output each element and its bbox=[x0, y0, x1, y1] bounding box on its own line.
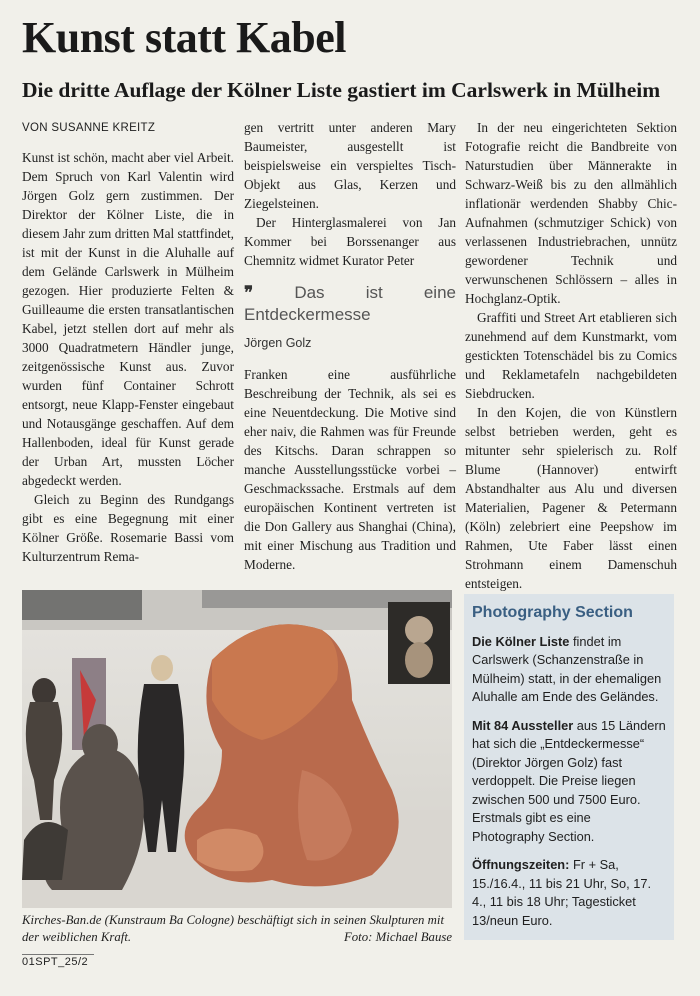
info-text: aus 15 Ländern hat sich die „Entdeckermesse“ (Direktor Jörgen Golz) fast verdoppelt. Die Preise liegen zwischen 500 und 7500 Euro. Erstmals gibt es eine Photography Section. bbox=[472, 717, 666, 844]
paragraph: In der neu eingerichteten Sektion Fotografie reicht die Bandbreite von Naturstudien über Männerakte in Schwarz-Weiß bis zu den allmählich inflationär werdenden Shabby Chic-Aufnahmen (schmutziger Schick) von verlassenen Industriebrachen, unnütz gewordener Technik und verwunschenen Schlössern – alles in Hochglanz-Optik. bbox=[465, 120, 677, 306]
quote-mark-icon: ❞ bbox=[244, 283, 254, 302]
paragraph: Graffiti und Street Art etablieren sich zunehmend auf dem Kunstmarkt, vom gestickten Totenschädel bis zu Comics und Reklametafeln nachgebildeten Siebdrucken. bbox=[465, 310, 677, 401]
article-column-3 bbox=[465, 118, 677, 593]
pull-quote-text: Das ist eine Entdeckermesse bbox=[244, 283, 456, 324]
paragraph: Franken eine ausführliche Beschreibung der Technik, als sei es eine Neuentdeckung. Die Motive sind eher naiv, die Rahmen was für Freunde des Kitschs. Daran schrappen so manche Ausstellungsstücke vorbei – Geschmackssache. Erstmals auf dem europäischen Kontinent vertreten ist die Don Gallery aus Shanghai (China), mit einer Mischung aus Tradition und Moderne. bbox=[244, 367, 456, 572]
info-paragraph bbox=[472, 856, 666, 930]
pull-quote-author: Jörgen Golz bbox=[244, 336, 312, 350]
paragraph: gen vertritt unter anderen Mary Baumeister, ausgestellt ist beispielsweise ein verspieltes Tisch-Objekt aus Glas, Kerzen und Ziegelsteinen. bbox=[244, 120, 456, 211]
caption-text: Kirches-Ban.de (Kunstraum Ba Cologne) beschäftigt sich in seinen Skulpturen mit der weiblichen Kraft. bbox=[22, 913, 445, 944]
article-column-2 bbox=[244, 118, 456, 574]
sculpture-photo bbox=[22, 590, 452, 908]
paragraph: Kunst ist schön, macht aber viel Arbeit. Dem Spruch von Karl Valentin wird Jörgen Golz gern zustimmen. Der Direktor der Kölner Liste, die in diesem Jahr zum dritten Mal stattfindet, ist mit der Kunst in die Aluhalle auf dem Gelände Carlswerk in Mülheim gezogen. Hier produzierte Felten & Guilleaume die ersten transatlantischen Kabel, jetzt stellen dort auf mehr als 3000 Quadratmetern Händler junge, zeitgenössische Kunst aus. Zuvor wurden fünf Container Schrott entsorgt, neue Klapp-Fenster eingebaut und Notausgänge geschaffen. Auf dem Hallenboden, ideal für Kunst gerade der Urban Art, mussten Löcher abgedeckt werden. bbox=[22, 150, 234, 488]
info-text: findet im Carlswerk (Schanzenstraße in Mülheim) statt, in der ehemaligen Aluhalle am Ende des Geländes. bbox=[472, 633, 662, 704]
paragraph: Gleich zu Beginn des Rundgangs gibt es eine Begegnung mit einer Kölner Größe. Rosemarie Bassi vom Kulturzentrum Rema- bbox=[22, 492, 234, 564]
info-text: Fr + Sa, 15./16.4., 11 bis 21 Uhr, So, 17. 4., 11 bis 18 Uhr; Tagesticket 13/neun Euro. bbox=[472, 857, 652, 928]
paragraph: In den Kojen, die von Künstlern selbst betrieben werden, geht es mitunter sehr spielerisch zu. Rolf Blume (Hannover) entwirft Abstandhalter aus Alu und diversen Materialien, Pagener & Petermann (Köln) zelebriert eine Peepshow im Rahmen, Ute Faber lässt einen Strohmann einem Damenschuh entsteigen. bbox=[465, 405, 677, 591]
subheadline: Die dritte Auflage der Kölner Liste gastiert im Carlswerk in Mülheim bbox=[22, 78, 661, 102]
info-lead: Mit 84 Aussteller bbox=[472, 717, 574, 733]
info-lead: Die Kölner Liste bbox=[472, 633, 570, 649]
sculpture-photo-illustration bbox=[22, 590, 452, 908]
info-lead: Öffnungszeiten: bbox=[472, 857, 570, 872]
footer-rule bbox=[22, 954, 94, 955]
paragraph: Der Hinterglasmalerei von Jan Kommer bei Borssenanger aus Chemnitz widmet Kurator Peter bbox=[244, 215, 456, 268]
photo-credit: Foto: Michael Bause bbox=[343, 930, 452, 944]
info-paragraph bbox=[472, 717, 666, 847]
headline: Kunst statt Kabel bbox=[22, 13, 346, 62]
pull-quote bbox=[244, 282, 456, 326]
info-box-title: Photography Section bbox=[472, 604, 633, 621]
article-column-1 bbox=[22, 148, 234, 566]
byline: VON SUSANNE KREITZ bbox=[22, 122, 156, 134]
info-box bbox=[464, 594, 674, 940]
photo-caption bbox=[22, 912, 452, 946]
info-paragraph bbox=[472, 633, 666, 707]
page-code: 01SPT_25/2 bbox=[22, 956, 89, 968]
